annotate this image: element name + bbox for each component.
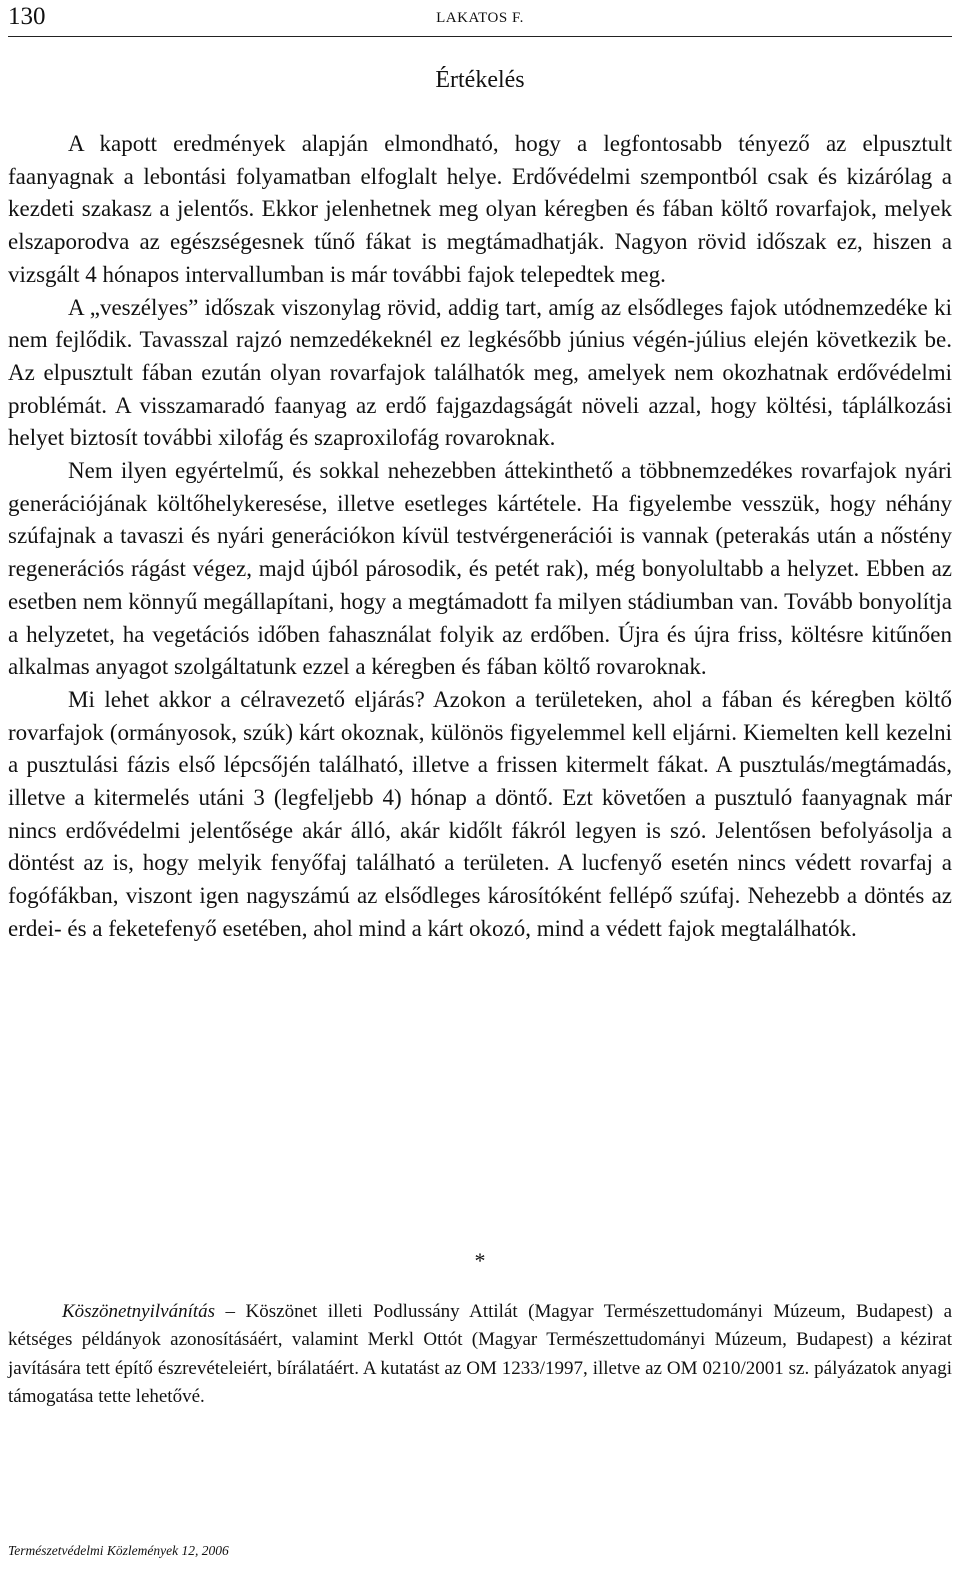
page-number: 130 bbox=[8, 3, 46, 30]
acknowledgement-text: – Köszönet illeti Podlussány Attilát (Magyar Természettudományi Múzeum, Budapest) a kétséges példányok azonosításáért, valamint Merkl Ottót (Magyar Természettudományi Múzeum, Budapest) a kézirat javítására tett építő észrevételeiért, bírálatáért. A kutatást az OM 1233/1997, illetve az OM 0210/2001 sz. pályázatok anyagi támogatása tette lehetővé. bbox=[8, 1301, 952, 1407]
paragraph-4: Mi lehet akkor a célravezető eljárás? Azokon a területeken, ahol a fában és kéregben költő rovarfajok (ormányosok, szúk) kárt okoznak, különös figyelemmel kell eljárni. Kiemelten kell kezelni a pusztulási fázis első lépcsőjén található, illetve a frissen kitermelt fákat. A pusztulás/megtámadás, illetve a kitermelés utáni 3 (legfeljebb 4) hónap a döntő. Ezt követően a pusztuló faanyagnak már nincs erdővédelmi jelentősége akár álló, akár kidőlt fákról legyen is szó. Jelentősen befolyásolja a döntést az is, hogy melyik fenyőfaj található a területen. A lucfenyő esetén nincs védett rovarfaj a fogófákban, viszont igen nagyszámú az elsődleges károsítóként fellépő szúfaj. Nehezebb a döntés az erdei- és a feketefenyő esetében, ahol mind a kárt okozó, mind a védett fajok megtalálhatók. bbox=[8, 686, 952, 941]
section-separator-asterisk: * bbox=[474, 1248, 486, 1273]
running-title-author: LAKATOS F. bbox=[436, 10, 524, 26]
paragraph-2: A „veszélyes” időszak viszonylag rövid, addig tart, amíg az elsődleges fajok utódnemzedéke ki nem fejlődik. Tavasszal rajzó nemzedékeknél ez legkésőbb június végén-július elején következik be. Az elpusztult fában ezután olyan rovarfajok találhatók meg, amelyek nem okozhatnak erdővédelmi problémát. A visszamaradó faanyag az erdő fajgazdagságát növeli azzal, hogy költési, táplálkozási helyet biztosít további xilofág és szaproxilofág rovaroknak. bbox=[8, 294, 952, 451]
acknowledgement-label: Köszönetnyilvánítás bbox=[62, 1301, 216, 1322]
journal-footer: Természetvédelmi Közlemények 12, 2006 bbox=[8, 1543, 229, 1558]
body-text bbox=[8, 128, 952, 946]
running-header bbox=[8, 0, 952, 37]
acknowledgement bbox=[8, 1298, 952, 1411]
paragraph-1: A kapott eredmények alapján elmondható, hogy a legfontosabb tényező az elpusztult faanyagnak a lebontási folyamatban elfoglalt helye. Erdővédelmi szempontból csak és kizárólag a kezdeti szakasz a jelentős. Ekkor jelenhetnek meg olyan kéregben és fában költő rovarfajok, melyek elszaporodva az egészségesnek tűnő fákat is megtámadhatják. Nagyon rövid időszak ez, hiszen a vizsgált 4 hónapos intervallumban is már további fajok telepedtek meg. bbox=[8, 131, 952, 287]
paragraph-3: Nem ilyen egyértelmű, és sokkal nehezebben áttekinthető a többnemzedékes rovarfajok nyári generációjának költőhelykeresése, illetve esetleges kártétele. Ha figyelembe vesszük, hogy néhány szúfajnak a tavaszi és nyári generációkon kívül testvérgenerációi is vannak (peterakás után a nőstény regenerációs rágást végez, majd újból párosodik, és petét rak), még bonyolultabb a helyzet. Ebben az esetben nem könnyű megállapítani, hogy a megtámadott fa milyen stádiumban van. Tovább bonyolítja a helyzetet, ha vegetációs időben fahasználat folyik az erdőben. Újra és újra friss, költésre kitűnően alkalmas anyagot szolgáltatunk ezzel a kéregben és fában költő rovaroknak. bbox=[8, 458, 952, 680]
section-title: Értékelés bbox=[435, 67, 525, 93]
